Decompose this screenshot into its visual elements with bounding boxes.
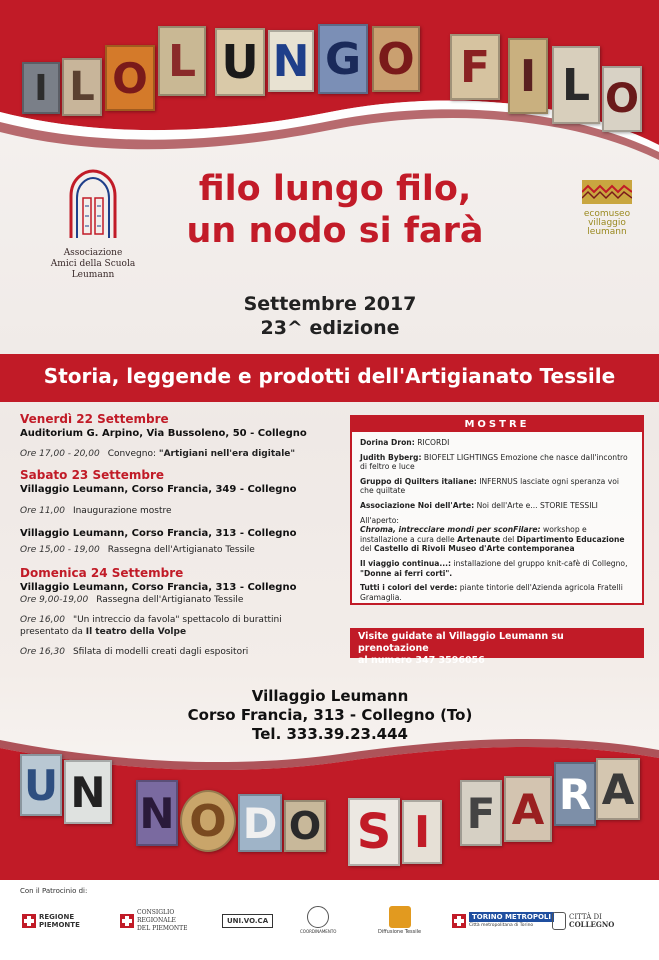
sponsor-name: CONSIGLIO bbox=[137, 909, 175, 916]
tile-letter: I bbox=[413, 806, 431, 858]
tile-letter: L bbox=[167, 35, 197, 87]
ecomuseo-line2: villaggio bbox=[588, 218, 626, 228]
bottom-letter-tile bbox=[136, 780, 178, 846]
exhibit-author: Dorina Dron: bbox=[360, 438, 415, 447]
event-text: Convegno: bbox=[107, 449, 157, 459]
exhibit-author: Castello di Rivoli Museo d'Arte contemporanea bbox=[374, 544, 575, 554]
guided-tours-banner bbox=[350, 628, 644, 666]
event-text: presentato da bbox=[20, 627, 83, 637]
exhibit-text: RICORDI bbox=[417, 438, 450, 447]
sponsor-name: COORDINAMENTO bbox=[300, 929, 337, 934]
tile-letter: R bbox=[558, 769, 592, 819]
exhibit-text: installazione del gruppo knit-cafè di Collegno, bbox=[453, 558, 628, 568]
event-text: Inaugurazione mostre bbox=[72, 506, 172, 516]
sponsor-citta-collegno bbox=[552, 906, 614, 936]
top-letter-tile bbox=[450, 34, 500, 100]
bottom-letter-tile bbox=[284, 800, 326, 852]
edition-date: Settembre 2017 bbox=[243, 293, 417, 315]
exhibit-text: INFERNUS lasciate ogni speranza voi che quiltate bbox=[360, 476, 619, 496]
top-letter-tile bbox=[508, 38, 548, 114]
tile-letter: A bbox=[601, 764, 635, 814]
event-time: Ore 16,00 bbox=[20, 615, 65, 625]
address-street: Corso Francia, 313 - Collegno (To) bbox=[187, 706, 473, 724]
venue: Villaggio Leumann, Corso Francia, 313 - Collegno bbox=[20, 582, 297, 593]
exhibit-text: del bbox=[502, 534, 515, 544]
tile-letter: A bbox=[511, 784, 545, 834]
venue: Villaggio Leumann, Corso Francia, 349 - Collegno bbox=[20, 484, 297, 495]
event-title: "Artigiani nell'era digitale" bbox=[158, 449, 296, 459]
top-letter-tile bbox=[22, 62, 60, 114]
main-title bbox=[150, 168, 520, 252]
top-letter-tile bbox=[318, 24, 368, 94]
event-text: "Un intreccio da favola" spettacolo di burattini bbox=[72, 615, 282, 625]
tile-letter: O bbox=[377, 33, 415, 85]
event-time: Ore 17,00 - 20,00 bbox=[20, 449, 100, 459]
exhibit-text: BIOFELT LIGHTINGS Emozione che nasce dall'incontro di feltro e luce bbox=[360, 452, 628, 472]
sponsor-name: METROPOLI bbox=[504, 913, 551, 921]
association-logo bbox=[38, 168, 148, 280]
patronage-label: Con il Patrocinio di: bbox=[20, 887, 88, 895]
outdoor-label: All'aperto: bbox=[360, 515, 399, 525]
arch-window-icon bbox=[63, 168, 123, 240]
event-text: Rassegna dell'Artigianato Tessile bbox=[96, 595, 244, 605]
exhibit-text: Noi dell'Arte e... STORIE TESSILI bbox=[476, 500, 598, 510]
tile-letter: O bbox=[604, 76, 639, 122]
bottom-letter-tile bbox=[504, 776, 552, 842]
sponsor-name: COLLEGNO bbox=[569, 920, 615, 929]
exhibit-author: Il viaggio continua...: bbox=[360, 558, 452, 568]
tile-letter: N bbox=[272, 35, 310, 87]
event bbox=[20, 544, 340, 556]
exhibit-author: Gruppo di Quilters italiane: bbox=[360, 476, 477, 486]
tile-letter: D bbox=[242, 798, 278, 848]
exhibit-text: piante tintorie dell'Azienda agricola Fratelli Gramaglia. bbox=[360, 583, 623, 602]
association-name-line2: Amici della Scuola Leumann bbox=[50, 259, 136, 280]
top-letter-tile bbox=[372, 26, 420, 92]
tile-letter: O bbox=[189, 795, 227, 847]
event-text: Rassegna dell'Artigianato Tessile bbox=[107, 545, 255, 555]
tile-letter: L bbox=[561, 59, 591, 111]
top-letter-tile bbox=[602, 66, 642, 132]
event-time: Ore 9,00-19,00 bbox=[20, 595, 89, 605]
event-time: Ore 16,30 bbox=[20, 647, 65, 657]
sponsor-univoca bbox=[222, 906, 273, 936]
mostre-heading: MOSTRE bbox=[352, 417, 642, 432]
exhibit-author: Associazione Noi dell'Arte: bbox=[360, 500, 475, 510]
event bbox=[20, 448, 340, 460]
exhibit-item bbox=[360, 501, 634, 511]
ecomuseo-line3: leumann bbox=[587, 227, 627, 237]
top-letter-tile bbox=[62, 58, 102, 116]
exhibit-author: Artenaute bbox=[457, 534, 501, 544]
bottom-letter-tile bbox=[402, 800, 442, 864]
bottom-letter-tile bbox=[596, 758, 640, 820]
event-text: Sfilata di modelli creati dagli espositori bbox=[72, 647, 249, 657]
address-venue: Villaggio Leumann bbox=[251, 687, 409, 705]
program-schedule bbox=[20, 412, 340, 658]
tile-letter: F bbox=[466, 788, 496, 838]
title-line1: filo lungo filo, bbox=[198, 169, 472, 209]
bottom-letter-tile bbox=[348, 798, 400, 866]
exhibit-item bbox=[360, 477, 634, 496]
event bbox=[20, 505, 340, 517]
day-title: Domenica 24 Settembre bbox=[20, 566, 184, 580]
bottom-letter-tile bbox=[554, 762, 596, 826]
sponsor-name: REGIONE bbox=[39, 913, 75, 921]
top-letter-tile bbox=[105, 45, 155, 111]
tile-letter: N bbox=[70, 767, 106, 817]
exhibit-text: workshop e installazione a cura delle bbox=[360, 525, 587, 544]
exhibit-author: Judith Byberg: bbox=[360, 452, 422, 462]
band-title: Storia, leggende e prodotti dell'Artigianato Tessile bbox=[43, 364, 616, 388]
top-letter-tile bbox=[215, 28, 265, 96]
sponsor-name: UNI.VO.CA bbox=[222, 914, 273, 928]
sponsor-diffusione-tessile bbox=[378, 906, 421, 936]
tile-letter: O bbox=[112, 53, 148, 103]
exhibit-item bbox=[360, 453, 634, 472]
sponsor-coordinamento bbox=[300, 906, 336, 936]
exhibit-item bbox=[360, 525, 634, 554]
guided-tours-line1: Visite guidate al Villaggio Leumann su prenotazione bbox=[358, 631, 564, 654]
title-line2: un nodo si farà bbox=[186, 211, 484, 251]
event-time: Ore 11,00 bbox=[20, 506, 65, 516]
mostre-box bbox=[350, 415, 644, 605]
sponsor-name: DEL PIEMONTE bbox=[137, 925, 188, 932]
tile-letter: I bbox=[34, 67, 48, 109]
cross-shield-icon bbox=[120, 914, 134, 928]
bottom-letter-tile bbox=[64, 760, 112, 824]
tile-letter: U bbox=[23, 760, 59, 810]
event bbox=[20, 646, 340, 658]
city-crest-icon bbox=[552, 912, 566, 930]
exhibit-item bbox=[360, 583, 634, 602]
cross-shield-icon bbox=[22, 914, 36, 928]
ecomuseo-line1: ecomuseo bbox=[583, 209, 631, 219]
top-letter-tile bbox=[268, 30, 314, 92]
top-letter-tile bbox=[552, 46, 600, 124]
exhibit-item bbox=[360, 438, 634, 448]
sponsor-torino-metropoli bbox=[452, 906, 554, 936]
sponsor-name: Diffusione Tessile bbox=[378, 929, 422, 935]
event-time: Ore 15,00 - 19,00 bbox=[20, 545, 100, 555]
tile-letter: G bbox=[324, 33, 362, 85]
event bbox=[20, 594, 340, 606]
exhibit-item bbox=[360, 559, 634, 578]
address-phone: Tel. 333.39.23.444 bbox=[252, 725, 408, 743]
sponsor-name: Città metropolitana di Torino bbox=[469, 923, 534, 928]
exhibit-author: Tutti i colori del verde: bbox=[360, 583, 458, 593]
ecomuseo-pattern-icon bbox=[582, 180, 632, 204]
textile-logo-icon bbox=[389, 906, 411, 928]
bottom-letter-tile bbox=[238, 794, 282, 852]
sponsor-consiglio-regionale bbox=[120, 906, 188, 936]
ecomuseo-logo bbox=[578, 180, 636, 240]
exhibit-author: "Donne ai ferri corti". bbox=[360, 568, 453, 578]
cross-shield-icon bbox=[452, 914, 466, 928]
tile-letter: L bbox=[69, 64, 95, 110]
sponsor-name: TORINO bbox=[472, 913, 503, 921]
day-title: Venerdì 22 Settembre bbox=[20, 412, 169, 426]
tile-letter: U bbox=[221, 35, 259, 89]
sponsor-name: CITTÀ DI bbox=[569, 913, 602, 921]
day-title: Sabato 23 Settembre bbox=[20, 468, 165, 482]
venue: Auditorium G. Arpino, Via Bussoleno, 50 - Collegno bbox=[20, 428, 307, 439]
tile-letter: F bbox=[459, 41, 491, 93]
bottom-letter-tile bbox=[180, 790, 236, 852]
seal-icon bbox=[307, 906, 329, 928]
sponsor-name: REGIONALE bbox=[137, 917, 176, 924]
exhibit-author: Chroma, intrecciare mondi per sconFilare: bbox=[360, 525, 541, 535]
tile-letter: I bbox=[519, 50, 537, 102]
bottom-letter-tile bbox=[20, 754, 62, 816]
bottom-letter-tile bbox=[460, 780, 502, 846]
top-letter-tile bbox=[158, 26, 206, 96]
edition-number: 23^ edizione bbox=[260, 317, 400, 339]
sponsor-regione-piemonte bbox=[22, 906, 80, 936]
sponsor-name: PIEMONTE bbox=[39, 921, 80, 929]
exhibit-text: del bbox=[360, 544, 372, 554]
tile-letter: S bbox=[356, 804, 392, 860]
guided-tours-phone: al numero 347 3596056 bbox=[358, 655, 485, 666]
edition-info bbox=[170, 292, 490, 340]
exhibit-author: Dipartimento Educazione bbox=[516, 534, 625, 544]
tile-letter: O bbox=[288, 804, 322, 848]
event bbox=[20, 614, 340, 638]
venue: Villaggio Leumann, Corso Francia, 313 - Collegno bbox=[20, 528, 297, 539]
tile-letter: N bbox=[139, 788, 175, 838]
association-name bbox=[38, 248, 148, 281]
association-name-line1: Associazione bbox=[63, 248, 123, 258]
event-title: Il teatro della Volpe bbox=[85, 627, 187, 637]
